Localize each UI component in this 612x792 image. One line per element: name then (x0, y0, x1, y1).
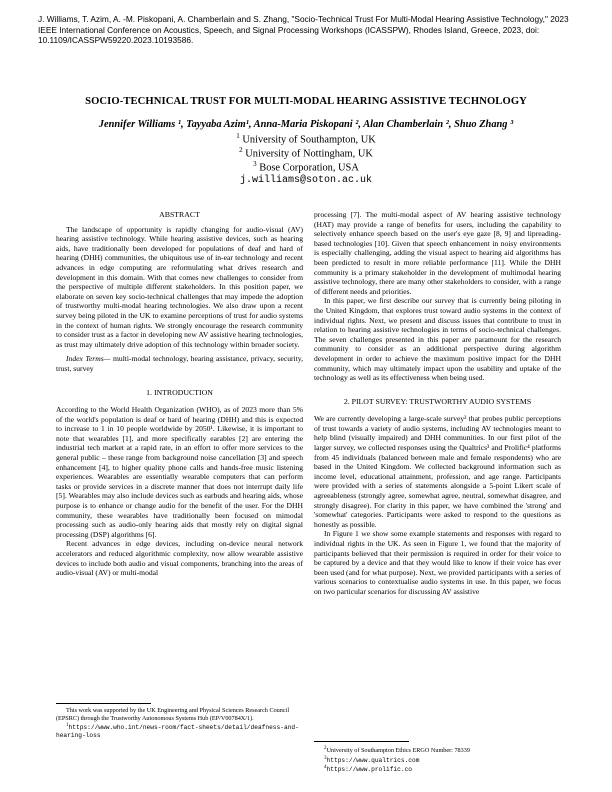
intro-paragraph-1: According to the World Health Organization (WHO), as of 2023 more than 5% of the world's population is deaf or hard of hearing (DHH) and this is expected to increase to 1 in 10 people worldwide by 2050¹. Likewise, it is important to note that wearables [1], and more specifically earables [2] are entering the industrial tech market at a rapid rate, in an effort to offer more services to the general public – these range from background noise cancellation [3] and speech enhancement [4], to higher quality phone calls and hands-free music listening experiences. Wearables are essentially wearable computers that can perform tasks or provide services in a discrete manner that does not interrupt daily life [5]. Wearables may also include devices such as earbuds and hearing aids, whose purpose is to enhance or change audio for the benefit of the user. For the DHH community, these wearables have traditionally been focused on mimodal processing such as audio-only hearing aids that mostly rely on digital signal processing (DSP) algorithms [6]. (56, 405, 303, 539)
funding-footnote: This work was supported by the UK Engineering and Physical Sciences Research Council (EPSRC) through the Trustworthy Autonomous Systems Hub (EP/V00784X/1). (56, 707, 290, 722)
affiliation-3: $^3$ Bose Corporation, USA (253, 160, 359, 174)
footnote-rule (56, 703, 151, 704)
right-paragraph-2: In this paper, we first describe our survey that is currently being piloting in the United Kingdom, that explores trust toward audio systems in the context of individual rights. Next, we present and discuss issues that contribute to trust in relation to hearing assistive technologies in terms of socio-technical challenges. The seven challenges presented in this paper are paramount for the research community to consider as an additional perspective during algorithm development in order to achieve the maximum positive impact for the DHH community, which may ultimately impact upon the usability and uptake of the technology as well as its effectiveness when being used. (314, 296, 561, 383)
abstract-text: The landscape of opportunity is rapidly changing for audio-visual (AV) hearing assistive technology. While hearing assistive devices, such as hearing aids, have traditionally been developed for populations of deaf and hard of hearing (DHH) communities, the ubiquitous use of in-ear technology and recent advances in edge computing are reformulating what drives research and development in this domain. With that comes new challenges to consider from the perspective of multiple different stakeholders. In this position paper, we elaborate on seven key socio-technical challenges that may impede the adoption of trustworthy multi-modal hearing technologies. We also draw upon a recent survey being piloted in the UK to examine perceptions of trust for audio systems in the context of human rights. We strongly encourage the research community to consider trust as a factor in developing new AV assistive hearing technologies, as trust may ultimately drive adoption of this technology within broader society. (56, 224, 303, 349)
affiliation-2: $^2$ University of Nottingham, UK (239, 146, 373, 160)
footnote-1: $^1$https://www.who.int/news-room/fact-sheets/detail/deafness-and-hearing-loss (56, 722, 299, 739)
footnote-rule (314, 741, 409, 742)
footnote-4: $^4$https://www.prolific.co (324, 764, 412, 774)
footnote-3: $^3$https://www.qualtrics.com (324, 754, 420, 764)
affiliation-1: $^1$ University of Southampton, UK (236, 132, 376, 146)
left-footnotes (56, 703, 303, 739)
right-column (314, 210, 561, 597)
right-footnotes (314, 741, 561, 774)
contact-email: j.williams@soton.ac.uk (239, 175, 373, 186)
author-list: Jennifer Williams ¹, Tayyaba Azim¹, Anna-Maria Piskopani ², Alan Chamberlain ², Shuo Zhang ³ (98, 119, 514, 130)
index-terms: Index Terms— multi-modal technology, hearing assistance, privacy, security, trust, survey (56, 354, 304, 373)
left-column (56, 210, 303, 578)
section-2-heading: 2. PILOT SURVEY: TRUSTWORTHY AUDIO SYSTEMS (343, 396, 532, 406)
paper-title: SOCIO-TECHNICAL TRUST FOR MULTI-MODAL HEARING ASSISTIVE TECHNOLOGY (85, 96, 527, 107)
survey-paragraph-2: In Figure 1 we show some example statements and responses with regard to individual rights in the UK. As seen in Figure 1, we found that the majority of participants believed that their permission is required in order for their voice to be captured by a device and that they would like to know if their voice has ever been used (and for what purpose). Next, we provided participants with a series of various scenarios to contextualise audio systems in use. In this paper, we focus on two particular scenarios for discussing AV assistive (314, 529, 561, 596)
intro-paragraph-2: Recent advances in edge devices, including on-device neural network accelerators and reduced algorithmic complexity, now allow wearable assistive devices to include both audio and visual components, branching into the areas of audio-visual (AV) or multi-modal (56, 539, 303, 578)
abstract-heading: ABSTRACT (159, 210, 200, 219)
citation-header: J. Williams, T. Azim, A. -M. Piskopani, A. Chamberlain and S. Zhang, "Socio-Technical Trust For Multi-Modal Hearing Assistive Technology," 2023 IEEE International Conference on Acoustics, Speech, and Signal Processing Workshops (ICASSPW), Rhodes Island, Greece, 2023, doi: 10.1109/ICASSPW59220.2023.10193586. (38, 14, 569, 46)
footnote-2: $^2$University of Southampton Ethics ERGO Number: 78339 (324, 745, 470, 755)
right-paragraph-1: processing [7]. The multi-modal aspect of AV hearing assistive technology (HAT) may provide a range of benefits for users, including the capability to selectively enhance speech based on the user's eye gaze [8, 9] and lipreading-based technologies [10]. Given that speech enhancement in noisy environments is especially challenging, adding the visual aspect to hearing aid algorithms has been predicted to result in more reliable performance [11]. While the DHH community is a primary stakeholder in the development of multimodal hearing assistive technology, there are many other stakeholders to consider, with a range of different needs and priorities. (314, 210, 561, 296)
intro-heading: 1. INTRODUCTION (146, 387, 213, 397)
survey-paragraph-1: We are currently developing a large-scale survey² that probes public perceptions of trust towards a variety of audio systems, including AV technologies meant to help blind (visually impaired) and DHH communities. In our first pilot of the larger survey, we collected responses using the Qualtrics³ and Prolific⁴ platforms from 45 individuals (balanced between male and female respondents) who are based in the United Kingdom. We collected background information such as income level, educational attainment, profession, and age range. Participants were provided with a series of statements alongside a 5-point Likert scale of agreeableness (strongly agree, somewhat agree, neutral, somewhat disagree, and strongly disagree). For clarity in this paper, we have combined the 'strong' and 'somewhat' categories. Participants were asked to respond to the questions as honestly as possible. (314, 414, 561, 529)
